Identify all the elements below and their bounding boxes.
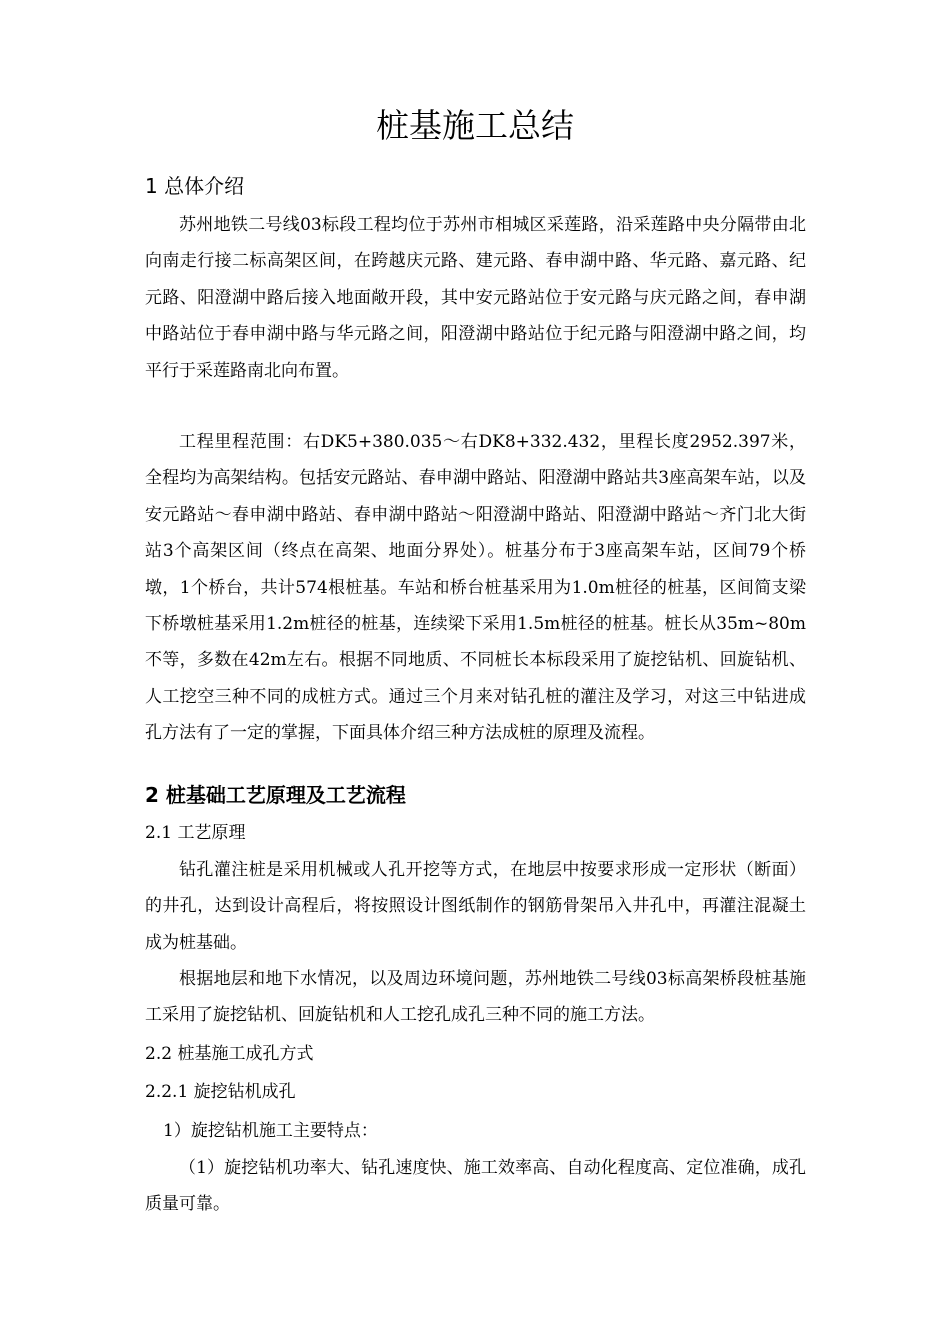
paragraph-construction-methods: 根据地层和地下水情况，以及周边环境问题，苏州地铁二号线03标高架桥段桩基施工采用了旋挖钻机、回旋钻机和人工挖孔成孔三种不同的施工方法。 (145, 969, 806, 1026)
paragraph-project-scope: 工程里程范围：右DK5+380.035～右DK8+332.432，里程长度2952.397米，全程均为高架结构。包括安元路站、春申湖中路站、阳澄湖中路站共3座高架车站，以及安元路站～春申湖中路站、春申湖中路站～阳澄湖中路站、阳澄湖中路站～齐门北大街站3个高架区间（终点在高架、地面分界处）。桩基分布于3座高架车站，区间79个桥墩，1个桥台，共计574根桩基。车站和桥台桩基采用为1.0m桩径的桩基，区间简支梁下桥墩桩基采用1.2m桩径的桩基，连续梁下采用1.5m桩径的桩基。桩长从35m~80m不等，多数在42m左右。根据不同地质、不同桩长本标段采用了旋挖钻机、回旋钻机、人工挖空三种不同的成桩方式。通过三个月来对钻孔桩的灌注及学习，对这三中钻进成孔方法有了一定的掌握，下面具体介绍三种方法成桩的原理及流程。 (145, 432, 806, 744)
subsection-2-2-heading: 2.2 桩基施工成孔方式 (145, 1044, 314, 1064)
subsection-2-2-1-heading: 2.2.1 旋挖钻机成孔 (145, 1082, 296, 1102)
paragraph-rotary-rig-features: （1）旋挖钻机功率大、钻孔速度快、施工效率高、自动化程度高、定位准确，成孔质量可靠。 (145, 1158, 806, 1215)
subsection-2-1-heading: 2.1 工艺原理 (145, 823, 246, 843)
document-title: 桩基施工总结 (376, 106, 574, 145)
paragraph-process-principle: 钻孔灌注桩是采用机械或人孔开挖等方式，在地层中按要求形成一定形状（断面）的井孔，达到设计高程后，将按照设计图纸制作的钢筋骨架吊入井孔中，再灌注混凝土成为桩基础。 (145, 860, 806, 953)
section-1-heading: 1 总体介绍 (145, 174, 245, 198)
paragraph-project-overview: 苏州地铁二号线03标段工程均位于苏州市相城区采莲路，沿采莲路中央分隔带由北向南走行接二标高架区间，在跨越庆元路、建元路、春申湖中路、华元路、嘉元路、纪元路、阳澄湖中路后接入地面敞开段，其中安元路站位于安元路与庆元路之间，春申湖中路站位于春申湖中路与华元路之间，阳澄湖中路站位于纪元路与阳澄湖中路之间，均平行于采莲路南北向布置。 (145, 215, 806, 381)
list-item-1-heading: 1）旋挖钻机施工主要特点： (163, 1121, 378, 1141)
section-2-heading: 2 桩基础工艺原理及工艺流程 (145, 783, 406, 807)
